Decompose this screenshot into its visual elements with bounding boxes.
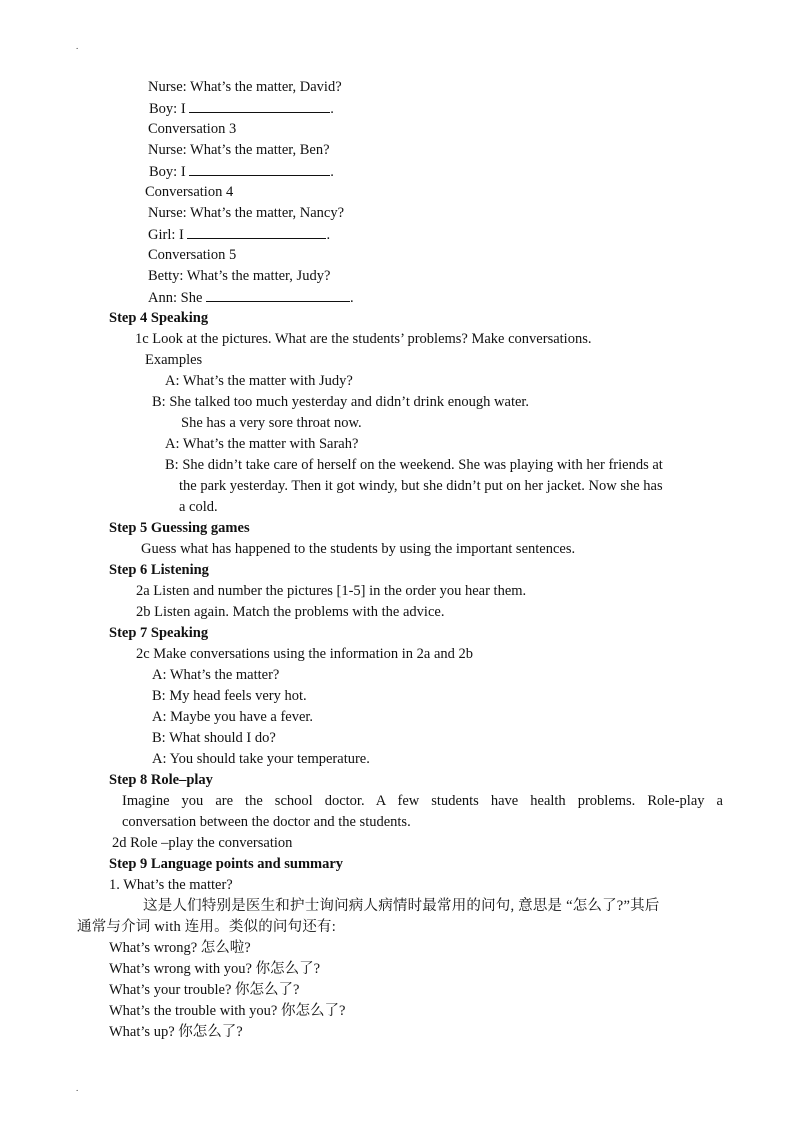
- step7-line: B: My head feels very hot.: [152, 688, 307, 704]
- step8-heading: Step 8 Role–play: [109, 772, 213, 788]
- conversation-label: Conversation 4: [145, 184, 234, 200]
- step8-paragraph-line: Imagine you are the school doctor. A few students have health problems. Role-play a: [122, 793, 723, 809]
- answer-blank: [187, 224, 326, 239]
- step7-line: A: Maybe you have a fever.: [152, 709, 314, 725]
- step9-heading: Step 9 Language points and summary: [109, 856, 344, 872]
- step6-item: 2b Listen again. Match the problems with the advice.: [136, 604, 445, 620]
- step7-line: B: What should I do?: [152, 730, 276, 746]
- step6-item: 2a Listen and number the pictures [1-5] in the order you hear them.: [136, 583, 527, 599]
- answer-blank: [189, 98, 330, 113]
- step4-instruction: 1c Look at the pictures. What are the students’ problems? Make conversations.: [135, 331, 592, 347]
- conversation-label: Conversation 3: [148, 121, 237, 137]
- dialogue-line: Boy: I .: [149, 98, 334, 118]
- dialogue-line: Nurse: What’s the matter, Ben?: [148, 142, 330, 158]
- step8-paragraph-line: conversation between the doctor and the students.: [122, 814, 411, 830]
- answer-blank: [189, 161, 330, 176]
- step7-heading: Step 7 Speaking: [109, 625, 209, 641]
- step5-heading: Step 5 Guessing games: [109, 520, 250, 536]
- phrase-line: What’s wrong? 怎么啦?: [109, 940, 251, 956]
- example-line: She has a very sore throat now.: [181, 415, 362, 431]
- answer-blank: [206, 287, 350, 302]
- dialogue-line: Girl: I .: [148, 224, 330, 244]
- explanation-line: 通常与介词 with 连用。类似的问句还有:: [77, 919, 336, 935]
- dialogue-line: Nurse: What’s the matter, Nancy?: [148, 205, 345, 221]
- conversation-label: Conversation 5: [148, 247, 237, 263]
- example-line: B: She talked too much yesterday and didn’t drink enough water.: [152, 394, 530, 410]
- explanation-line: 这是人们特别是医生和护士询问病人病情时最常用的问句, 意思是 “怎么了?”其后: [143, 898, 660, 914]
- dialogue-line: Nurse: What’s the matter, David?: [148, 79, 342, 95]
- phrase-line: What’s your trouble? 你怎么了?: [109, 982, 300, 998]
- step4-heading: Step 4 Speaking: [109, 310, 209, 326]
- step7-line: A: What’s the matter?: [152, 667, 280, 683]
- step7-instruction: 2c Make conversations using the information in 2a and 2b: [136, 646, 474, 662]
- step5-text: Guess what has happened to the students by using the important sentences.: [141, 541, 576, 557]
- examples-label: Examples: [145, 352, 203, 368]
- dialogue-line: Boy: I .: [149, 161, 334, 181]
- dialogue-line: Betty: What’s the matter, Judy?: [148, 268, 331, 284]
- phrase-line: What’s the trouble with you? 你怎么了?: [109, 1003, 346, 1019]
- page-mark-bottom: .: [76, 1083, 79, 1093]
- example-line: a cold.: [179, 499, 218, 515]
- phrase-line: What’s up? 你怎么了?: [109, 1024, 243, 1040]
- example-line: A: What’s the matter with Judy?: [165, 373, 353, 389]
- dialogue-line: Ann: She .: [148, 287, 354, 307]
- example-line: A: What’s the matter with Sarah?: [165, 436, 359, 452]
- step7-line: A: You should take your temperature.: [152, 751, 370, 767]
- example-line: the park yesterday. Then it got windy, but she didn’t put on her jacket. Now she has: [179, 478, 663, 494]
- step6-heading: Step 6 Listening: [109, 562, 209, 578]
- phrase-line: What’s wrong with you? 你怎么了?: [109, 961, 321, 977]
- example-line: B: She didn’t take care of herself on the weekend. She was playing with her friends at: [165, 457, 663, 473]
- step8-item: 2d Role –play the conversation: [112, 835, 293, 851]
- language-point: 1. What’s the matter?: [109, 877, 233, 893]
- page-mark-top: .: [76, 41, 79, 51]
